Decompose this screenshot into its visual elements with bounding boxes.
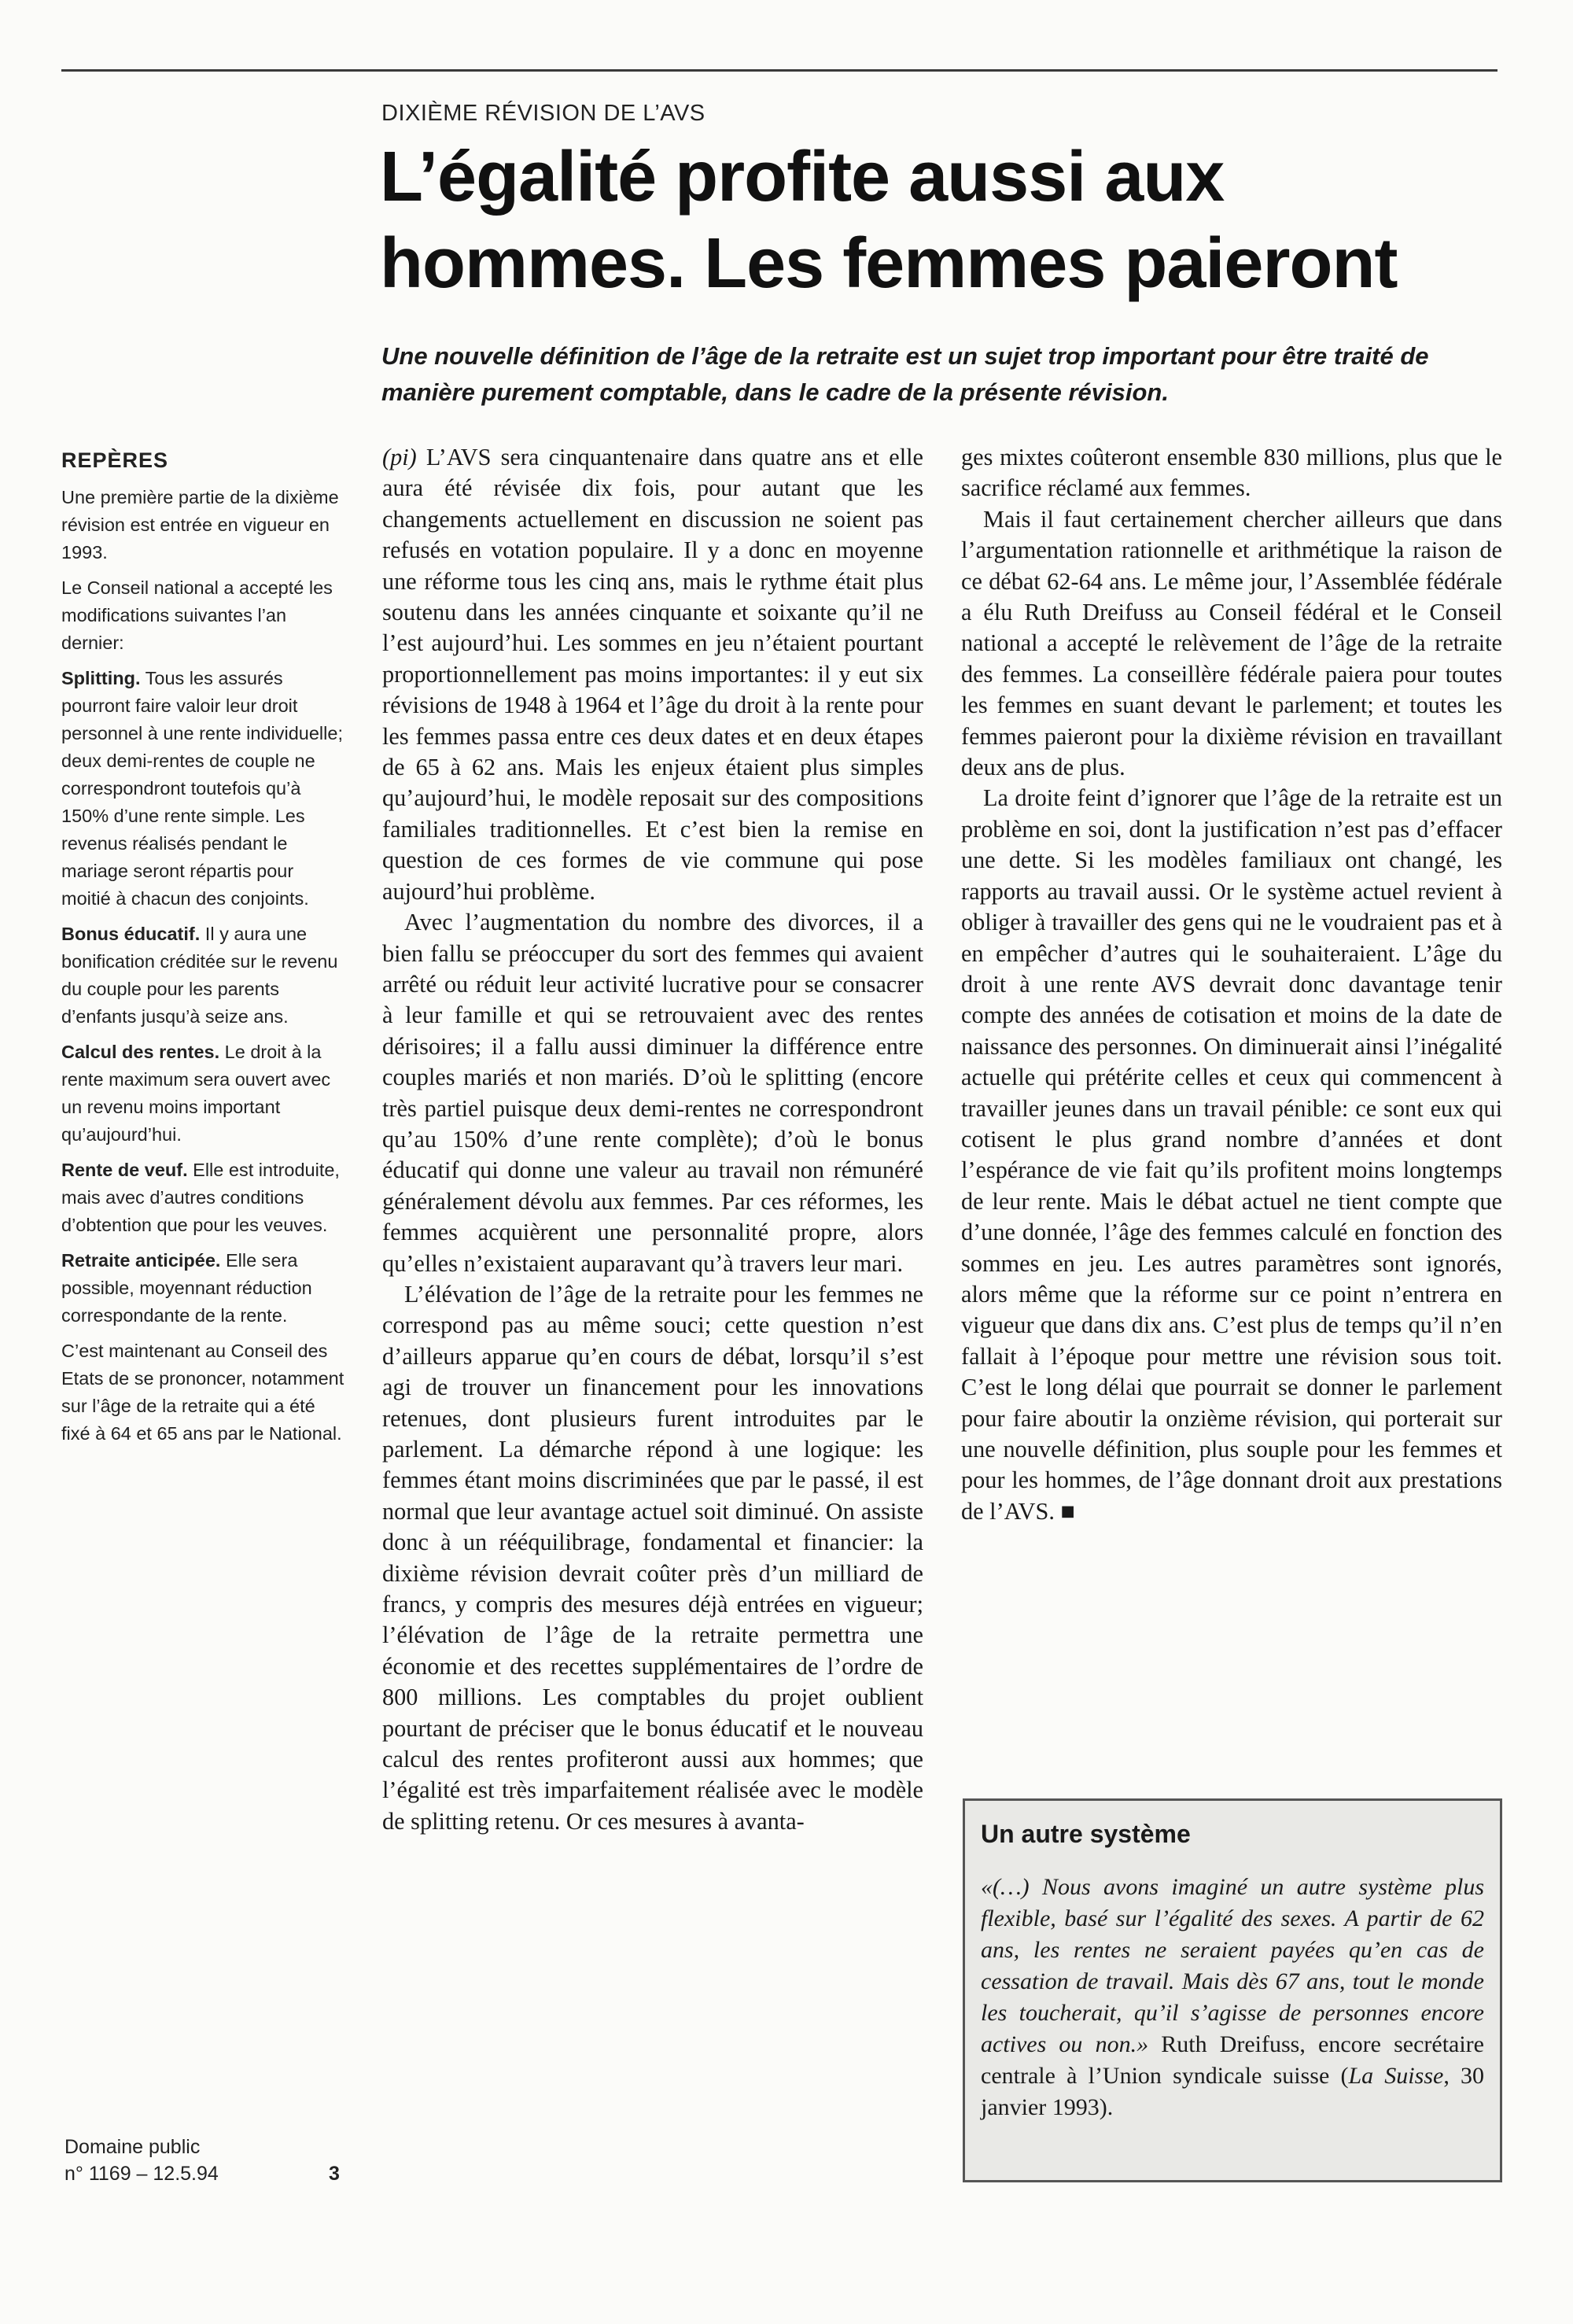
sidebar-item-text: Il y aura une bonification créditée sur le revenu du couple pour les parents d’enfants jusqu’à seize ans. (61, 924, 338, 1027)
sidebar-item-term: Bonus éducatif. (61, 924, 201, 944)
sidebar-item-text: Elle sera possible, moyennant réduction correspondante de la rente. (61, 1250, 312, 1326)
sidebar-item-text: Elle est introduite, mais avec d’autres conditions d’obtention que pour les veuves. (61, 1160, 340, 1235)
sidebar-item (61, 1156, 344, 1239)
sidebar-item (61, 920, 344, 1031)
sidebar-item (61, 1247, 344, 1330)
box-source: La Suisse (1348, 2063, 1444, 2089)
sidebar-reperes (61, 447, 344, 1455)
sidebar-item-term: Retraite anticipée. (61, 1250, 221, 1271)
sidebar-intro: Le Conseil national a accepté les modifications suivantes l’an dernier: (61, 577, 333, 653)
article-paragraph: Avec l’augmentation du nombre des divorces, il a bien fallu se préoccuper du sort des femmes qui avaient arrêté ou réduit leur activité lucrative pour se consacrer à leur famille et qui se retrouvaient avec des rentes dérisoires; il a fallu aussi diminuer la différence entre couples mariés et non mariés. D’où le splitting (encore très partiel puisque deux demi-rentes ne correspondront qu’au 150% d’une rente complète); d’où le bonus éducatif qui donne une valeur au travail non rémunéré généralement dévolu aux femmes. Par ces réformes, les femmes acquièrent une personnalité propre, alors qu’elles n’existaient auparavant qu’à travers leur mari. (382, 909, 923, 1277)
sidebar-outro: C’est maintenant au Conseil des Etats de se prononcer, notamment sur l’âge de la retraite qui a été fixé à 64 et 65 ans par le National. (61, 1341, 344, 1444)
paragraph-text: L’AVS sera cinquantenaire dans quatre ans et elle aura été révisée dix fois, pour autant que les changements actuellement en discussion ne soient pas refusés en votation populaire. Il y a donc en moyenne une réforme tous les cinq ans, mais le rythme était plus soutenu dans les années cinquante et soixante qu’il ne l’est aujourd’hui. Les sommes en jeu n’étaient pourtant proportionnellement pas moins importantes: il y eut six révisions de 1948 à 1964 et l’âge du droit à la rente pour les femmes passa entre ces deux dates et en deux étapes de 65 à 62 ans. Mais les enjeux étaient plus simples qu’aujourd’hui, le modèle reposait sur des compositions familiales traditionnelles. Et c’est bien la remise en question de ces formes de vie commune qui pose aujourd’hui problème. (382, 444, 923, 905)
sidebar-box-autre-systeme (963, 1798, 1502, 2182)
page-number: 3 (329, 2163, 340, 2185)
end-mark-icon: ■ (1060, 1497, 1075, 1525)
box-attribution: Ruth Dreifuss, encore secrétaire centrale à l’Union syndicale suisse ( (981, 2031, 1484, 2089)
box-attribution-end: , 30 janvier 1993). (981, 2063, 1484, 2120)
sidebar-item-text: Tous les assurés pourront faire valoir leur droit personnel à une rente individuelle; deux demi-rentes de couple ne correspondront toutefois qu’à 150% d’une rente simple. Les revenus réalisés pendant le mariage seront répartis pour moitié à chacun des conjoints. (61, 668, 343, 909)
byline-initials: (pi) (382, 444, 417, 470)
sidebar-item-text: Le droit à la rente maximum sera ouvert avec un revenu moins important qu’aujourd’hui. (61, 1042, 331, 1145)
publication-name: Domaine public (64, 2136, 201, 2158)
standfirst: Une nouvelle définition de l’âge de la retraite est un sujet trop important pour être traité de manière purement comptable, dans le cadre de la présente révision. (381, 342, 1429, 406)
sidebar-item (61, 665, 344, 913)
issue-info: n° 1169 – 12.5.94 (64, 2163, 219, 2185)
sidebar-item-term: Rente de veuf. (61, 1160, 188, 1180)
box-title: Un autre système (981, 1820, 1191, 1848)
sidebar-intro: Une première partie de la dixième révision est entrée en vigueur en 1993. (61, 487, 339, 563)
article-paragraph (961, 783, 1502, 1527)
paragraph-text: La droite feint d’ignorer que l’âge de la retraite est un problème en soi, dont la justification n’est pas d’effacer une dette. Si les modèles familiaux ont changé, les rapports au travail aussi. Or le système actuel revient à obliger à travailler des gens qui ne le voudraient pas et à en empêcher d’autres qui le souhaiteraient. L’âge du droit à une rente AVS devrait donc davantage tenir compte des années de cotisation et moins de la date de naissance des personnes. On diminuerait ainsi l’inégalité actuelle qui prétérite celles et ceux qui commencent à travailler jeunes dans un travail pénible: ce sont eux qui cotisent le plus grand nombre d’années et dont l’espérance de vie fait qu’ils profitent moins longtemps de leur rente. Mais le débat actuel ne tient compte que d’une donnée, l’âge des femmes calculé en fonction des sommes en jeu. Les autres paramètres sont ignorés, alors même que la réforme sur ce point n’entrera en vigueur que dans dix ans. C’est plus de temps qu’il n’en fallait à l’époque pour mettre une révision sous toit. C’est le long délai que pourrait se donner le parlement pour faire aboutir la onzième révision, qui porterait sur une nouvelle définition, plus souple pour les femmes et pour les hommes, de l’âge donnant droit aux prestations de l’AVS. (961, 784, 1502, 1525)
article-paragraph: Mais il faut certainement chercher ailleurs que dans l’argumentation rationnelle et arithmétique la raison de ce débat 62-64 ans. Le même jour, l’Assemblée fédérale a élu Ruth Dreifuss au Conseil fédéral et le Conseil national a accepté le relèvement de l’âge de la retraite des femmes. La conseillère fédérale paiera pour toutes les femmes en suant devant le parlement; et toutes les femmes paieront pour la dixième révision en travaillant deux ans de plus. (961, 505, 1502, 781)
article-paragraph (382, 442, 923, 907)
sidebar-item (61, 1038, 344, 1149)
top-rule (61, 69, 1497, 72)
page-footer (64, 2134, 348, 2187)
box-quote: «(…) Nous avons imaginé un autre système plus flexible, basé sur l’égalité des sexes. A partir de 62 ans, les rentes ne seraient payées qu’en cas de cessation de travail. Mais dès 67 ans, tout le monde les toucherait, qu’il s’agisse de personnes encore actives ou non.» (981, 1874, 1484, 2057)
article-column-2 (961, 442, 1502, 1527)
sidebar-heading: REPÈRES (61, 448, 169, 472)
article-paragraph-continued: ges mixtes coûteront ensemble 830 millions, plus que le sacrifice réclamé aux femmes. (961, 444, 1502, 502)
sidebar-item-term: Calcul des rentes. (61, 1042, 220, 1062)
article-paragraph: L’élévation de l’âge de la retraite pour les femmes ne correspond pas au même souci; cette question n’est d’ailleurs apparue qu’en cours de débat, lorsqu’il s’est agi de trouver un financement pour les innovations retenues, dont plusieurs furent introduites par le parlement. La démarche répond à une logique: les femmes étant moins discriminées que par le passé, il est normal que leur avantage actuel soit diminué. On assiste donc à un rééquilibrage, fondamental et financier: la dixième révision devrait coûter près d’un milliard de francs, y compris des mesures déjà entrées en vigueur; l’élévation de l’âge de la retraite permettra une économie et des recettes supplémentaires de l’ordre de 800 millions. Les comptables du projet oublient pourtant de préciser que le bonus éducatif et le nouveau calcul des rentes profiteront aussi aux hommes; que l’égalité est très imparfaitement réalisée avec le modèle de splitting retenu. Or ces mesures à avanta- (382, 1280, 923, 1835)
sidebar-item-term: Splitting. (61, 668, 141, 688)
kicker: DIXIÈME RÉVISION DE L’AVS (381, 101, 705, 126)
article-column-1 (382, 442, 923, 1837)
headline: L’égalité profite aussi aux hommes. Les femmes paieront (380, 138, 1398, 303)
box-quote-paragraph (981, 1872, 1484, 2123)
